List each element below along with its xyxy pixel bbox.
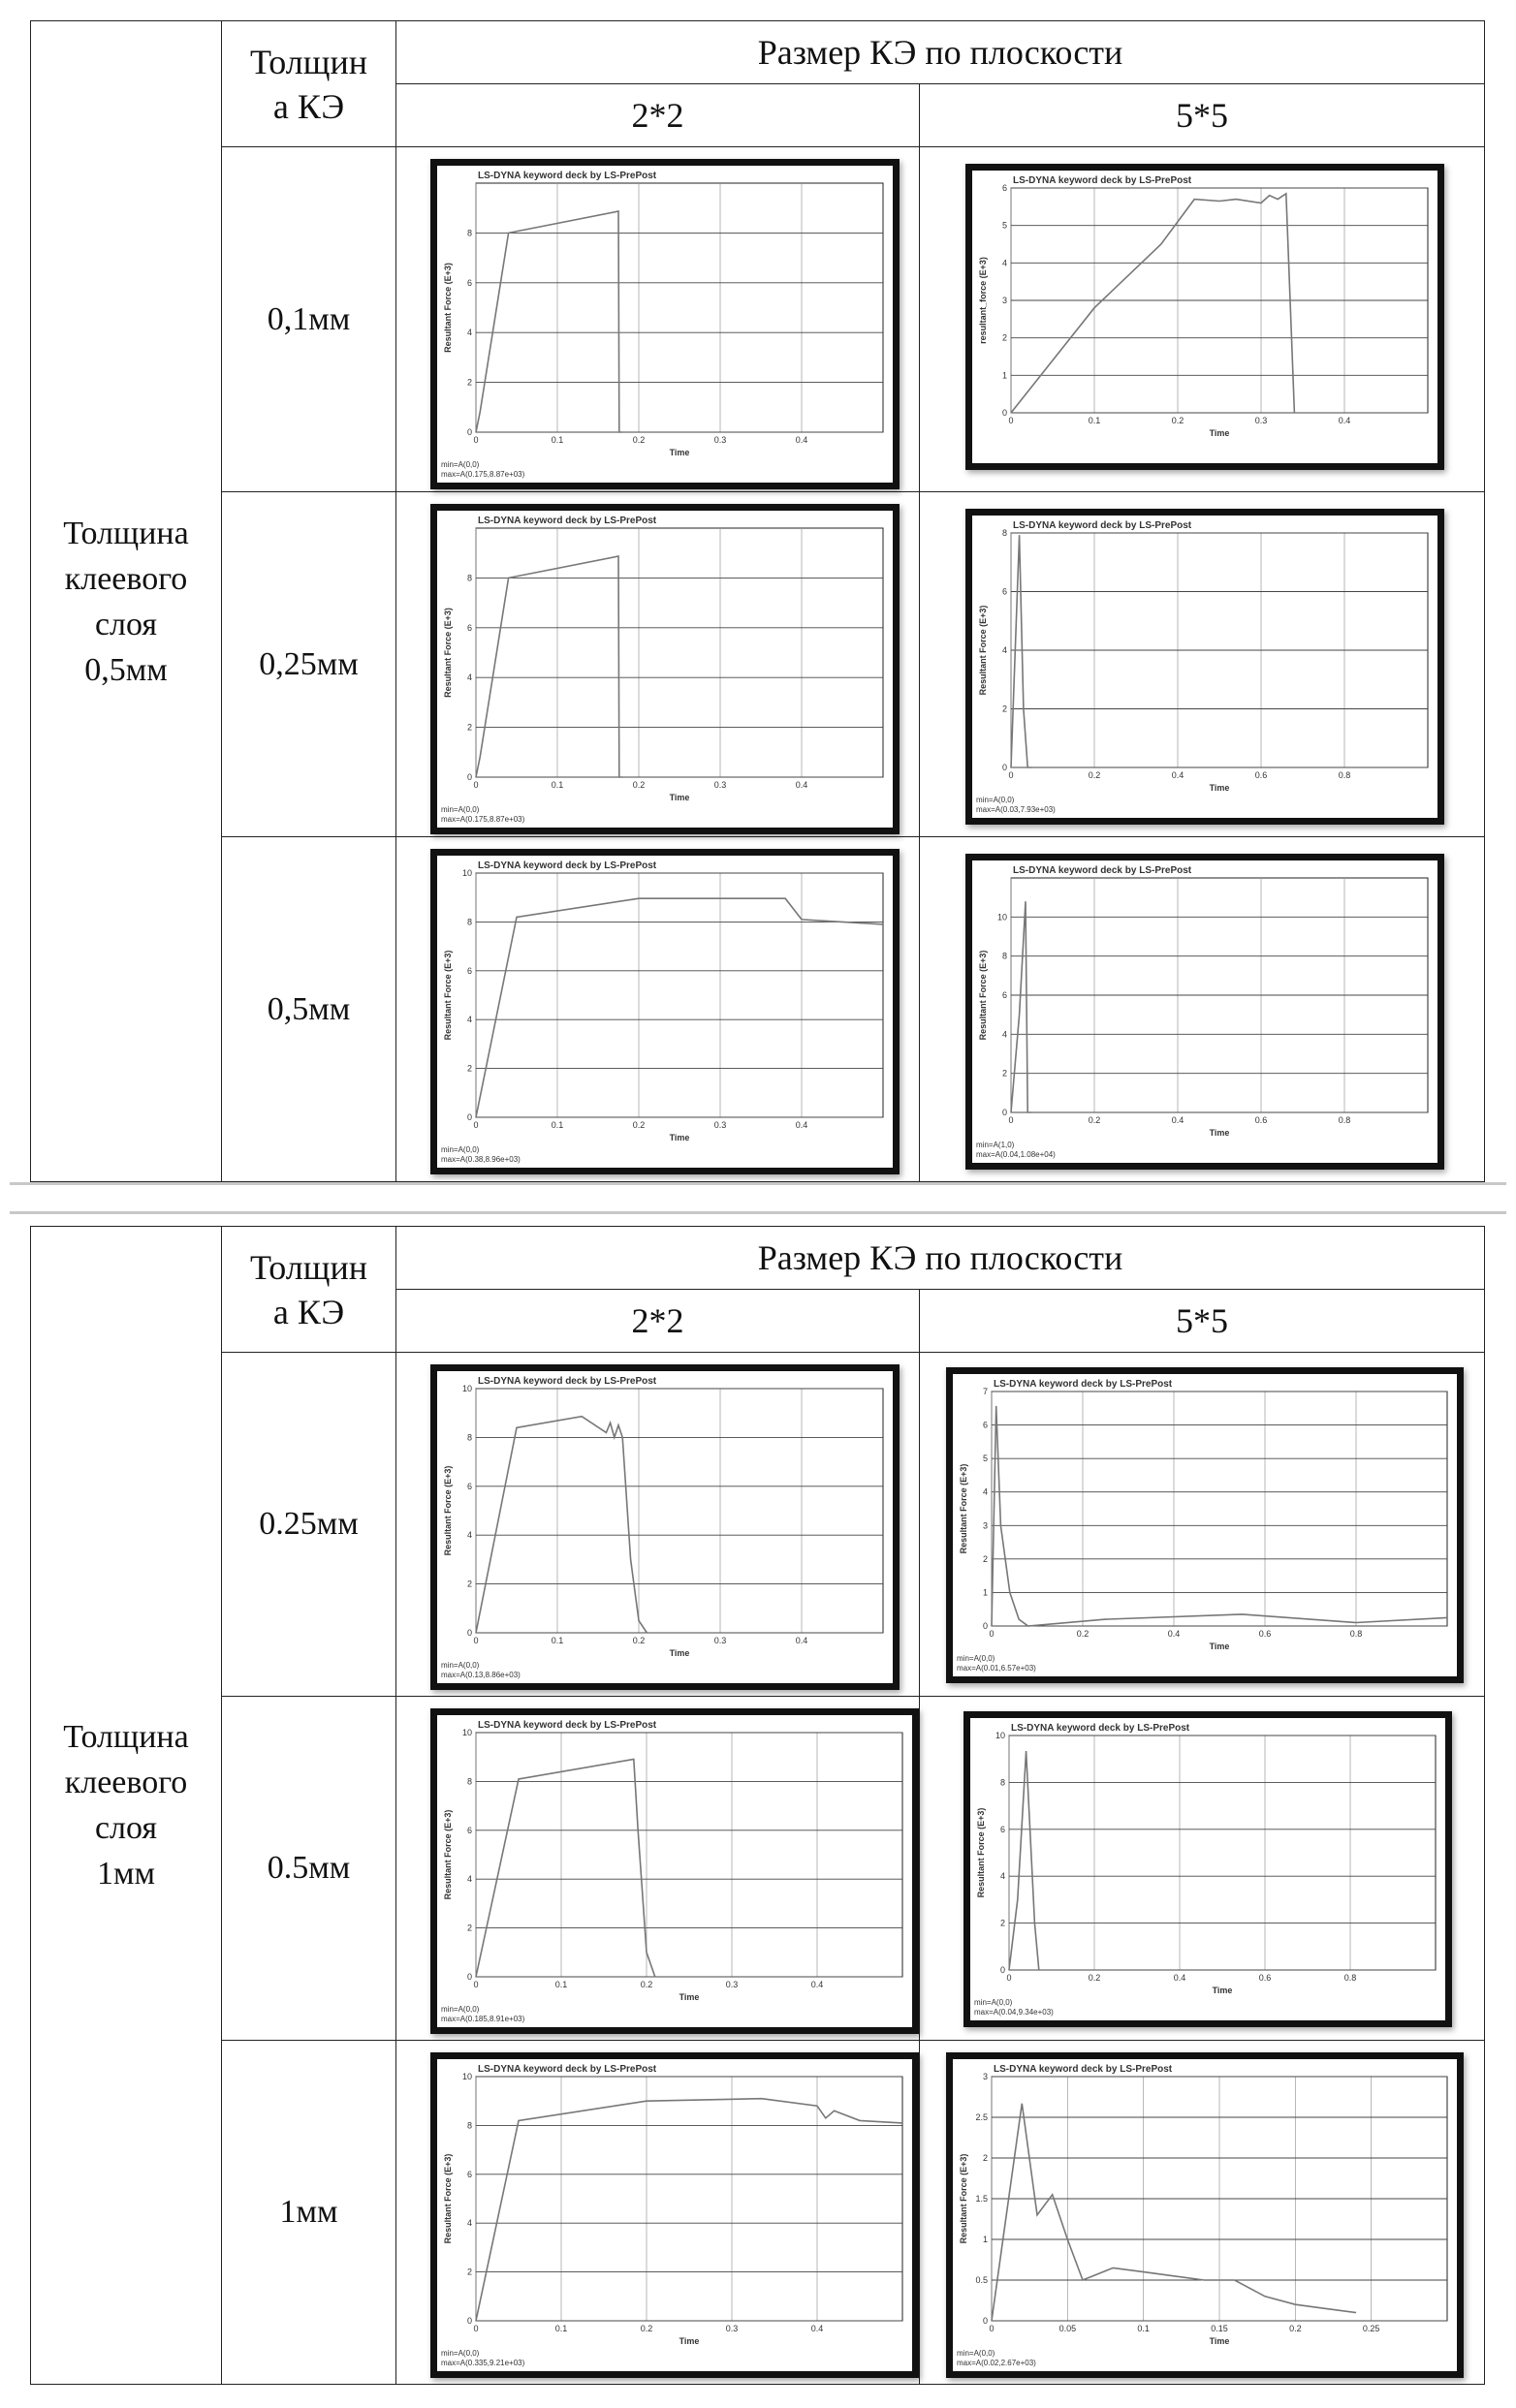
x-tick-label: 0.1 [551, 780, 564, 790]
x-tick-label: 0.2 [632, 1120, 646, 1130]
chart-svg [437, 166, 893, 483]
results-table-1 [30, 20, 1485, 1182]
min-annotation: min=A(0,0) [974, 1998, 1013, 2007]
chart-svg [953, 1374, 1457, 1676]
row-label: 0,25мм [222, 492, 396, 837]
y-tick-label: 8 [999, 1777, 1005, 1788]
y-tick-label: 6 [1001, 990, 1007, 1000]
y-tick-label: 3 [982, 1520, 988, 1531]
x-tick-label: 0 [989, 2324, 995, 2333]
x-tick-label: 0.3 [725, 1980, 739, 1989]
chart-title: LS-DYNA keyword deck by LS-PrePost [478, 1720, 657, 1731]
x-tick-label: 0.4 [795, 780, 808, 790]
x-axis-label: Time [669, 1133, 690, 1142]
chart-svg [437, 1371, 893, 1683]
y-axis-label: Resultant Force (E+3) [443, 263, 453, 353]
size-2x2-header: 2*2 [396, 1290, 920, 1353]
y-axis-label: Resultant Force (E+3) [443, 2153, 453, 2244]
x-tick-label: 0.2 [640, 1980, 653, 1989]
separator-line [10, 1182, 1506, 1185]
x-tick-label: 0.4 [795, 1636, 808, 1645]
y-tick-label: 2 [466, 1579, 472, 1589]
x-tick-label: 0.3 [713, 1120, 727, 1130]
y-tick-label: 2 [1001, 1068, 1007, 1079]
x-tick-label: 0.3 [713, 1636, 727, 1645]
y-axis-label: Resultant Force (E+3) [978, 605, 988, 696]
y-tick-label: 0 [466, 427, 472, 437]
size-5x5-header: 5*5 [920, 1290, 1485, 1353]
y-tick-label: 10 [996, 912, 1007, 923]
y-tick-label: 4 [466, 672, 472, 683]
plot-cell [396, 1353, 920, 1697]
x-tick-label: 0 [473, 1980, 479, 1989]
plot-cell [920, 2041, 1485, 2385]
y-axis-label: Resultant Force (E+3) [443, 1465, 453, 1556]
x-tick-label: 0.8 [1349, 1629, 1363, 1639]
row-label: 0.5мм [222, 1697, 396, 2041]
x-tick-label: 0.2 [632, 435, 646, 445]
chart-svg [972, 516, 1437, 818]
plot-area [476, 873, 883, 1117]
chart-title: LS-DYNA keyword deck by LS-PrePost [478, 1376, 657, 1387]
min-annotation: min=A(0,0) [976, 796, 1015, 804]
chart-svg [972, 860, 1437, 1163]
y-tick-label: 4 [466, 1530, 472, 1541]
plot-area [476, 183, 883, 432]
x-axis-label: Time [679, 1992, 700, 2002]
x-tick-label: 0 [473, 780, 479, 790]
y-tick-label: 8 [466, 2120, 472, 2131]
y-tick-label: 2 [1001, 332, 1007, 343]
x-tick-label: 0 [989, 1629, 995, 1639]
chart-frame [946, 2052, 1464, 2378]
plot-cell [920, 837, 1485, 1182]
x-axis-label: Time [679, 2336, 700, 2346]
x-tick-label: 0.05 [1058, 2324, 1077, 2333]
element-size-header: Размер КЭ по плоскости [396, 21, 1485, 84]
x-axis-label: Time [1209, 1642, 1230, 1651]
x-tick-label: 0.3 [725, 2324, 739, 2333]
y-tick-label: 5 [982, 1454, 988, 1464]
plot-cell [396, 147, 920, 492]
max-annotation: max=A(0.04,1.08e+04) [976, 1150, 1056, 1159]
x-axis-label: Time [1212, 1986, 1233, 1995]
y-tick-label: 2 [982, 1553, 988, 1564]
row-label: 0,1мм [222, 147, 396, 492]
x-tick-label: 0 [1006, 1973, 1012, 1983]
y-tick-label: 6 [466, 622, 472, 633]
results-table-2 [30, 1226, 1485, 2385]
plot-cell [920, 492, 1485, 837]
y-axis-label: Resultant Force (E+3) [443, 1809, 453, 1900]
x-tick-label: 0.3 [713, 435, 727, 445]
row-label: 0,5мм [222, 837, 396, 1182]
x-axis-label: Time [1209, 428, 1230, 438]
y-tick-label: 4 [999, 1871, 1005, 1882]
x-tick-label: 0.8 [1338, 1115, 1351, 1125]
x-tick-label: 0.4 [795, 1120, 808, 1130]
x-tick-label: 0.2 [632, 780, 646, 790]
min-annotation: min=A(0,0) [957, 2349, 995, 2358]
min-annotation: min=A(0,0) [441, 2005, 480, 2014]
plot-cell [920, 147, 1485, 492]
chart-frame [965, 854, 1444, 1170]
y-tick-label: 2 [466, 377, 472, 388]
x-tick-label: 0.6 [1254, 1115, 1268, 1125]
y-tick-label: 2 [466, 1923, 472, 1933]
chart-title: LS-DYNA keyword deck by LS-PrePost [1013, 520, 1192, 531]
x-tick-label: 0.1 [554, 1980, 568, 1989]
chart-frame [965, 164, 1444, 470]
x-tick-label: 0.2 [1088, 770, 1101, 780]
chart-title: LS-DYNA keyword deck by LS-PrePost [478, 2064, 657, 2075]
x-tick-label: 0.1 [1137, 2324, 1150, 2333]
x-tick-label: 0.1 [551, 435, 564, 445]
max-annotation: max=A(0.335,9.21e+03) [441, 2359, 525, 2367]
y-tick-label: 0 [466, 772, 472, 782]
y-tick-label: 4 [466, 1874, 472, 1885]
x-axis-label: Time [669, 448, 690, 457]
row-label: 1мм [222, 2041, 396, 2385]
y-tick-label: 1 [982, 2235, 988, 2244]
x-tick-label: 0.1 [554, 2324, 568, 2333]
y-tick-label: 2 [999, 1918, 1005, 1928]
y-tick-label: 0 [982, 1621, 988, 1631]
y-tick-label: 10 [461, 2072, 472, 2081]
plot-area [476, 1733, 902, 1977]
y-tick-label: 4 [1001, 258, 1007, 268]
x-tick-label: 0.3 [713, 780, 727, 790]
x-tick-label: 0.4 [1173, 1973, 1186, 1983]
y-tick-label: 4 [466, 328, 472, 338]
y-tick-label: 2 [466, 2267, 472, 2277]
x-axis-label: Time [669, 793, 690, 802]
x-tick-label: 0.6 [1258, 1629, 1272, 1639]
y-tick-label: 6 [466, 1481, 472, 1491]
x-tick-label: 0.4 [810, 1980, 824, 1989]
y-tick-label: 8 [466, 1432, 472, 1443]
y-tick-label: 8 [466, 228, 472, 238]
y-tick-label: 0.5 [975, 2275, 988, 2285]
x-tick-label: 0.15 [1211, 2324, 1228, 2333]
y-tick-label: 6 [466, 1825, 472, 1835]
y-tick-label: 1.5 [975, 2194, 988, 2204]
max-annotation: max=A(0.04,9.34e+03) [974, 2008, 1054, 2017]
x-tick-label: 0.2 [1171, 416, 1184, 425]
chart-title: LS-DYNA keyword deck by LS-PrePost [1011, 1723, 1190, 1734]
x-tick-label: 0.8 [1338, 770, 1351, 780]
plot-area [992, 1392, 1447, 1626]
max-annotation: max=A(0.38,8.96e+03) [441, 1155, 521, 1164]
y-tick-label: 8 [466, 917, 472, 927]
chart-frame [963, 1711, 1452, 2027]
x-tick-label: 0.2 [1088, 1115, 1101, 1125]
x-tick-label: 0 [473, 1636, 479, 1645]
x-tick-label: 0.4 [810, 2324, 824, 2333]
x-tick-label: 0 [473, 2324, 479, 2333]
plot-cell [396, 837, 920, 1182]
max-annotation: max=A(0.01,6.57e+03) [957, 1664, 1036, 1673]
max-annotation: max=A(0.175,8.87e+03) [441, 815, 525, 824]
chart-title: LS-DYNA keyword deck by LS-PrePost [478, 516, 657, 526]
y-tick-label: 2.5 [975, 2112, 988, 2122]
y-tick-label: 1 [982, 1587, 988, 1598]
x-tick-label: 0.2 [1088, 1973, 1101, 1983]
max-annotation: max=A(0.13,8.86e+03) [441, 1671, 521, 1679]
chart-title: LS-DYNA keyword deck by LS-PrePost [994, 1379, 1173, 1390]
y-axis-label: Resultant Force (E+3) [959, 1463, 968, 1554]
y-tick-label: 4 [1001, 1029, 1007, 1040]
chart-title: LS-DYNA keyword deck by LS-PrePost [478, 860, 657, 871]
y-tick-label: 6 [466, 965, 472, 976]
y-axis-label: resultant_force (E+3) [978, 257, 988, 344]
x-tick-label: 0.25 [1362, 2324, 1380, 2333]
chart-frame [965, 509, 1444, 825]
max-annotation: max=A(0.175,8.87e+03) [441, 470, 525, 479]
chart-svg [437, 1715, 912, 2027]
x-tick-label: 0.1 [551, 1636, 564, 1645]
chart-frame [430, 159, 900, 489]
y-axis-label: Resultant Force (E+3) [976, 1807, 986, 1898]
y-tick-label: 10 [461, 1728, 472, 1737]
y-tick-label: 8 [1001, 951, 1007, 961]
chart-frame [430, 504, 900, 834]
chart-title: LS-DYNA keyword deck by LS-PrePost [1013, 175, 1192, 186]
y-tick-label: 6 [466, 2169, 472, 2179]
x-tick-label: 0.4 [1171, 770, 1184, 780]
chart-frame [430, 849, 900, 1174]
x-axis-label: Time [1209, 2336, 1230, 2346]
x-tick-label: 0.8 [1343, 1973, 1357, 1983]
x-tick-label: 0.2 [1076, 1629, 1090, 1639]
plot-cell [396, 1697, 920, 2041]
y-tick-label: 0 [466, 1112, 472, 1122]
y-axis-label: Resultant Force (E+3) [978, 950, 988, 1041]
chart-frame [430, 1364, 900, 1690]
y-tick-label: 4 [982, 1486, 988, 1497]
plot-area [1009, 1736, 1436, 1970]
x-tick-label: 0 [473, 1120, 479, 1130]
min-annotation: min=A(0,0) [441, 1661, 480, 1670]
chart-frame [430, 2052, 919, 2378]
y-tick-label: 8 [466, 1776, 472, 1787]
x-tick-label: 0.1 [551, 1120, 564, 1130]
plot-cell [920, 1353, 1485, 1697]
x-tick-label: 0.2 [640, 2324, 653, 2333]
y-tick-label: 0 [1001, 1108, 1007, 1117]
y-tick-label: 2 [466, 722, 472, 733]
y-tick-label: 10 [461, 1384, 472, 1393]
max-annotation: max=A(0.185,8.91e+03) [441, 2015, 525, 2023]
chart-svg [437, 2059, 912, 2371]
x-tick-label: 0 [1008, 416, 1014, 425]
y-tick-label: 0 [999, 1965, 1005, 1975]
x-tick-label: 0.4 [1171, 1115, 1184, 1125]
chart-svg [970, 1718, 1445, 2020]
x-tick-label: 0.6 [1258, 1973, 1272, 1983]
separator-line [10, 1211, 1506, 1214]
x-tick-label: 0.4 [795, 435, 808, 445]
min-annotation: min=A(0,0) [441, 805, 480, 814]
plot-area [476, 1389, 883, 1633]
max-annotation: max=A(0.03,7.93e+03) [976, 805, 1056, 814]
chart-frame [430, 1708, 919, 2034]
y-tick-label: 0 [1001, 408, 1007, 418]
x-tick-label: 0.4 [1167, 1629, 1181, 1639]
y-tick-label: 0 [466, 2316, 472, 2326]
plot-cell [920, 1697, 1485, 2041]
x-tick-label: 0.3 [1254, 416, 1268, 425]
chart-title: LS-DYNA keyword deck by LS-PrePost [1013, 865, 1192, 876]
size-5x5-header: 5*5 [920, 84, 1485, 147]
chart-svg [972, 171, 1437, 463]
chart-svg [437, 511, 893, 828]
chart-svg [953, 2059, 1457, 2371]
x-tick-label: 0 [1008, 1115, 1014, 1125]
y-tick-label: 2 [1001, 704, 1007, 714]
x-tick-label: 0.6 [1254, 770, 1268, 780]
y-tick-label: 5 [1001, 220, 1007, 231]
layer-thickness-label: Толщина клеевого слоя 1мм [31, 1227, 222, 2385]
y-tick-label: 6 [1001, 586, 1007, 597]
chart-title: LS-DYNA keyword deck by LS-PrePost [478, 171, 657, 181]
x-axis-label: Time [1209, 783, 1230, 793]
min-annotation: min=A(0,0) [441, 460, 480, 469]
layer-thickness-label: Толщина клеевого слоя 0,5мм [31, 21, 222, 1182]
size-2x2-header: 2*2 [396, 84, 920, 147]
y-tick-label: 4 [466, 2218, 472, 2229]
x-tick-label: 0 [1008, 770, 1014, 780]
min-annotation: min=A(0,0) [441, 2349, 480, 2358]
y-tick-label: 4 [1001, 645, 1007, 655]
plot-cell [396, 492, 920, 837]
element-thickness-header: Толщин а КЭ [222, 21, 396, 147]
x-tick-label: 0 [473, 435, 479, 445]
y-tick-label: 3 [1001, 296, 1007, 305]
y-tick-label: 2 [466, 1063, 472, 1074]
y-tick-label: 2 [982, 2153, 988, 2163]
y-tick-label: 10 [461, 868, 472, 878]
min-annotation: min=A(0,0) [441, 1145, 480, 1154]
y-tick-label: 6 [466, 277, 472, 288]
y-tick-label: 6 [1001, 183, 1007, 193]
y-axis-label: Resultant Force (E+3) [959, 2153, 968, 2244]
chart-svg [437, 856, 893, 1168]
y-tick-label: 10 [995, 1731, 1005, 1740]
x-tick-label: 0.1 [1088, 416, 1101, 425]
x-tick-label: 0.2 [1289, 2324, 1302, 2333]
chart-title: LS-DYNA keyword deck by LS-PrePost [994, 2064, 1173, 2075]
plot-cell [396, 2041, 920, 2385]
min-annotation: min=A(1,0) [976, 1141, 1015, 1149]
y-tick-label: 6 [999, 1824, 1005, 1834]
row-label: 0.25мм [222, 1353, 396, 1697]
y-tick-label: 1 [1001, 370, 1007, 381]
y-tick-label: 3 [982, 2072, 988, 2081]
x-axis-label: Time [669, 1648, 690, 1658]
min-annotation: min=A(0,0) [957, 1654, 995, 1663]
max-annotation: max=A(0.02,2.67e+03) [957, 2359, 1036, 2367]
y-tick-label: 7 [982, 1387, 988, 1396]
y-tick-label: 0 [1001, 763, 1007, 772]
element-size-header: Размер КЭ по плоскости [396, 1227, 1485, 1290]
y-tick-label: 4 [466, 1015, 472, 1025]
y-tick-label: 0 [466, 1628, 472, 1638]
y-tick-label: 0 [982, 2316, 988, 2326]
x-tick-label: 0.2 [632, 1636, 646, 1645]
x-tick-label: 0.4 [1338, 416, 1351, 425]
x-axis-label: Time [1209, 1128, 1230, 1138]
y-tick-label: 8 [1001, 528, 1007, 538]
y-tick-label: 8 [466, 573, 472, 583]
y-tick-label: 6 [982, 1420, 988, 1430]
chart-frame [946, 1367, 1464, 1683]
element-thickness-header: Толщин а КЭ [222, 1227, 396, 1353]
y-axis-label: Resultant Force (E+3) [443, 950, 453, 1041]
y-axis-label: Resultant Force (E+3) [443, 608, 453, 698]
plot-area [476, 528, 883, 777]
y-tick-label: 0 [466, 1972, 472, 1982]
